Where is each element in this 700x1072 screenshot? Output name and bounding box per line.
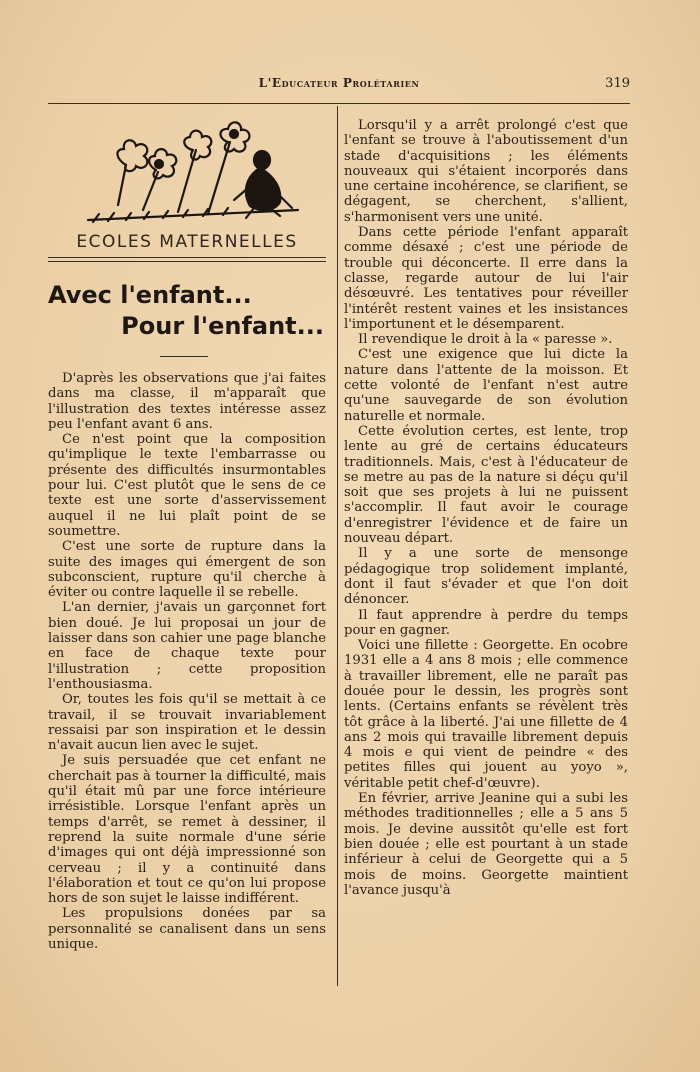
- paragraph: Ce n'est point que la composition qu'implique le texte l'embarrasse ou présente des difficultés insurmontables pour lui. C'est plutôt que le sens de ce texte est une sorte d'asservissement auquel il ne lui plaît point de se soumettre.: [48, 432, 326, 539]
- paragraph: C'est une sorte de rupture dans la suite des images qui émergent de son subconscient, rupture qu'il cherche à éviter ou contre laquelle il se rebelle.: [48, 539, 326, 601]
- left-column: [48, 110, 326, 952]
- page-number: 319: [605, 76, 630, 91]
- paragraph: Voici une fillette : Georgette. En ocobre 1931 elle a 4 ans 8 mois ; elle commence à travailler librement, elle ne paraît pas douée pour le dessin, les progrès sont lents. (Certains enfants se révèlent très tôt grâce à la liberté. J'ai une fillette de 4 ans 2 mois qui travaille librement depuis 4 mois e qui vient de peindre « des petites filles qui jouent au yoyo », véritable petit chef-d'œuvre).: [344, 638, 628, 791]
- paragraph: Lorsqu'il y a arrêt prolongé c'est que l'enfant se trouve à l'aboutissement d'un stade d'acquisitions ; les éléments nouveaux qui s'étaient incorporés dans une certaine incohérence, se clarifient, se dégagent, se cherchent, s'allient, s'harmonisent vers une unité.: [344, 118, 628, 225]
- running-header: [48, 76, 630, 100]
- article-title-line-2: Pour l'enfant...: [121, 312, 324, 340]
- paragraph: C'est une exigence que lui dicte la nature dans l'attente de la moisson. Et cette volonté de l'enfant n'est autre qu'une sauvegarde de son évolution naturelle et normale.: [344, 347, 628, 424]
- article-title: [48, 280, 326, 342]
- flowers-and-child-drawing: [48, 110, 326, 230]
- child-drawing-illustration: [48, 110, 326, 230]
- paragraph: Dans cette période l'enfant apparaît comme désaxé ; c'est une période de trouble qui déconcerte. Il erre dans la classe, regarde autour de lui l'air désœuvré. Les tentatives pour réveiller l'intérêt restent vaines et les insistances l'importunent et le désemparent.: [344, 225, 628, 332]
- article-title-line-1: Avec l'enfant...: [48, 281, 252, 309]
- paragraph: Or, toutes les fois qu'il se mettait à ce travail, il se trouvait invariablement ressaisi par son inspiration et le dessin n'avait aucun lien avec le sujet.: [48, 692, 326, 754]
- section-double-rule: [48, 257, 326, 262]
- paragraph: En février, arrive Jeanine qui a subi les méthodes traditionnelles ; elle a 5 ans 5 mois. Je devine aussitôt qu'elle est fort bien douée ; elle est pourtant à un stade inférieur à celui de Georgette qui a 5 mois de moins. Georgette maintient l'avance jusqu'à: [344, 791, 628, 898]
- left-column-text: [48, 371, 326, 952]
- right-column: [344, 118, 628, 898]
- header-rule: [48, 103, 630, 104]
- paragraph: L'an dernier, j'avais un garçonnet fort bien doué. Je lui proposai un jour de laisser dans son cahier une page blanche en face de chaque texte pour l'illustration ; cette proposition l'enthousiasma.: [48, 600, 326, 692]
- paragraph: Les propulsions donées par sa personnalité se canalisent dans un sens unique.: [48, 906, 326, 952]
- paragraph: Il revendique le droit à la « paresse ».: [358, 332, 613, 348]
- paragraph: Je suis persuadée que cet enfant ne cherchait pas à tourner la difficulté, mais qu'il était mû par une force intérieure irrésistible. Lorsque l'enfant après un temps d'arrêt, se remet à dessiner, il reprend la suite normale d'une série d'images qui ont déjà impressionné son cerveau ; il y a continuité dans l'élaboration et tout ce qu'on lui propose hors de son sujet le laisse indifférent.: [48, 753, 326, 907]
- column-divider: [337, 106, 338, 986]
- paragraph: D'après les observations que j'ai faites dans ma classe, il m'apparaît que l'illustration des textes intéresse assez peu l'enfant avant 6 ans.: [48, 371, 326, 432]
- journal-title: L'Educateur Prolétarien: [258, 76, 420, 90]
- paragraph: Il y a une sorte de mensonge pédagogique trop solidement implanté, dont il faut s'évader et que l'on doit dénoncer.: [344, 546, 628, 608]
- paragraph: Il faut apprendre à perdre du temps pour en gagner.: [344, 607, 628, 638]
- section-heading: ECOLES MATERNELLES: [76, 232, 298, 252]
- right-column-text: [344, 118, 628, 898]
- paragraph: Cette évolution certes, est lente, trop lente au gré de certains éducateurs traditionnels. Mais, c'est à l'éducateur de se metre au pas de la nature si déçu qu'il soit que ses projets à lui ne puissent s'accomplir. Il faut avoir le courage d'enregistrer l'évidence et de faire un nouveau départ.: [344, 423, 628, 547]
- title-rule: [160, 356, 208, 357]
